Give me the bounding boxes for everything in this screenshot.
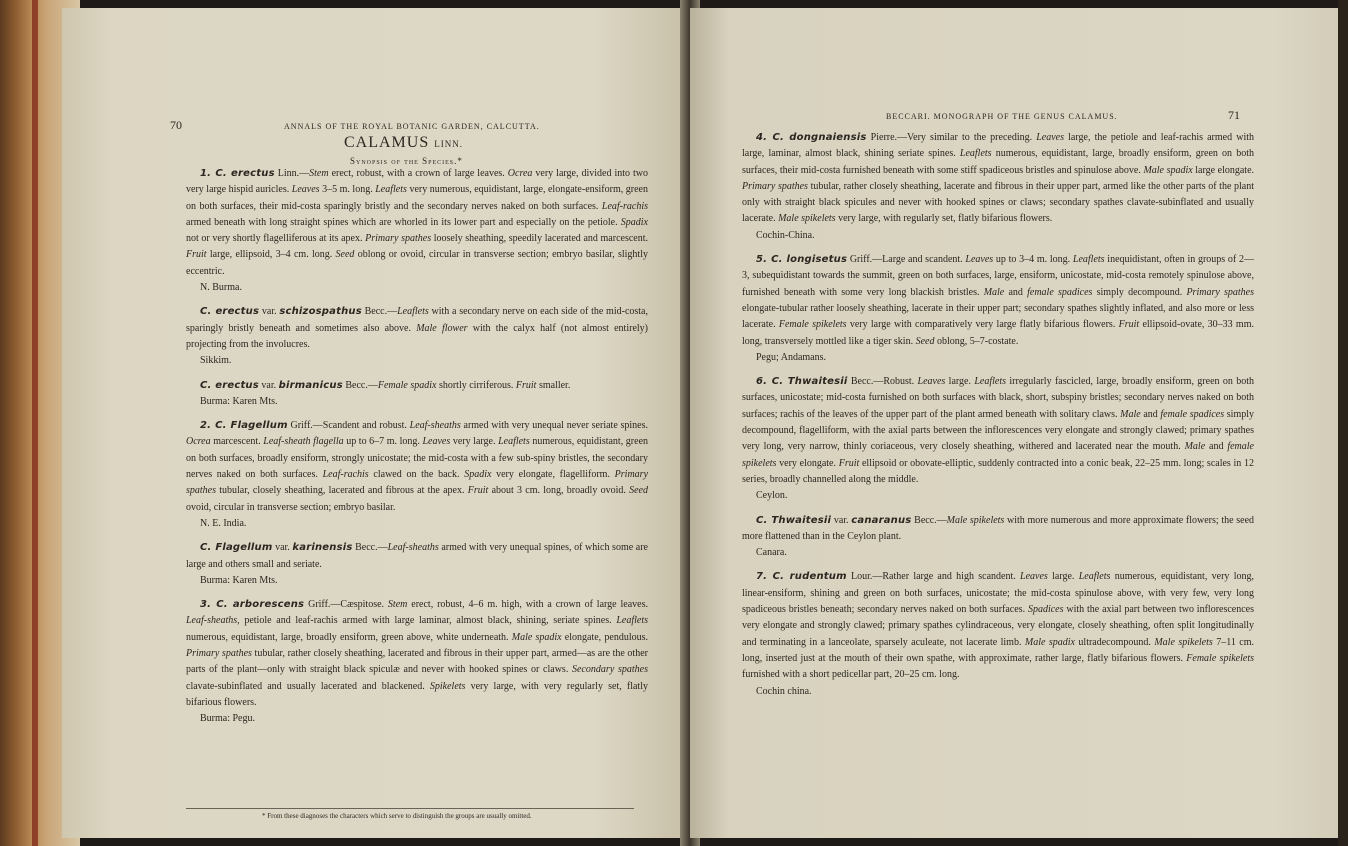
species-name: C. erectus bbox=[200, 306, 260, 318]
authority: Pierre.—Very similar to the preceding. bbox=[866, 132, 1037, 143]
authority: var. bbox=[259, 306, 280, 318]
desc: 7–11 cm. long, inserted just at the mouth of their own spathe, with approximate, rather large, flatly bifarious flowers. bbox=[742, 636, 1254, 664]
page-subtitle: Synopsis of the Species.* bbox=[350, 156, 463, 166]
desc: with a secondary nerve on each side of the mid-costa, sparingly bristly beneath and sometimes also above. bbox=[186, 306, 648, 334]
page-number: 71 bbox=[1228, 108, 1240, 122]
authority: Becc.— bbox=[352, 542, 388, 554]
entry-2 bbox=[186, 418, 648, 516]
term: Leaves bbox=[1020, 571, 1048, 583]
entry-2a bbox=[186, 540, 648, 573]
term: Primary spathes bbox=[1186, 286, 1254, 298]
term: Leaf-rachis bbox=[601, 200, 648, 212]
term: Primary spathes bbox=[186, 469, 649, 497]
desc: ovoid, circular in transverse section; embryo basilar. bbox=[186, 501, 396, 513]
term: Primary spathes bbox=[742, 180, 808, 192]
running-head: BECCARI. MONOGRAPH OF THE GENUS CALAMUS. bbox=[886, 112, 1118, 121]
term: Leaflets bbox=[1078, 571, 1111, 583]
term: Leaf-sheaths bbox=[409, 420, 461, 432]
term: Leaves bbox=[422, 436, 451, 448]
term: Male spadix bbox=[1143, 164, 1193, 176]
term: Female spadix bbox=[377, 379, 437, 391]
term: Leaf-rachis bbox=[322, 469, 369, 481]
genus-title: CALAMUS bbox=[344, 134, 430, 151]
locality: Burma: Karen Mts. bbox=[200, 395, 278, 407]
authority: Linn.— bbox=[274, 168, 310, 179]
desc: large. bbox=[1047, 571, 1079, 583]
term: Leaves bbox=[965, 254, 994, 266]
term: Spadix bbox=[464, 469, 492, 481]
entry-1 bbox=[186, 166, 648, 280]
desc: clavate-subinflated and usually lacerated and blackened. bbox=[186, 680, 430, 692]
species-name: 3. C. arborescens bbox=[200, 599, 305, 611]
term: Fruit bbox=[838, 457, 860, 469]
book-edge bbox=[1338, 0, 1348, 846]
locality: Pegu; Andamans. bbox=[756, 351, 826, 363]
right-page bbox=[690, 8, 1338, 838]
term: Spadix bbox=[620, 216, 648, 228]
locality: Canara. bbox=[756, 547, 787, 559]
term: female spikelets bbox=[742, 441, 1254, 469]
desc: shortly cirriferous. bbox=[436, 379, 516, 391]
locality: Ceylon. bbox=[756, 490, 788, 502]
desc: ellipsoid or obovate-elliptic, suddenly contracted into a conic beak, 22–25 mm. long; scales in 12 series, broadly channelled along the middle. bbox=[742, 457, 1255, 485]
species-name: C. Flagellum bbox=[200, 542, 273, 554]
term: Leaf-sheath flagella bbox=[263, 436, 344, 448]
entry-1a bbox=[186, 304, 648, 353]
desc: armed beneath with long straight spines which are whorled in its lower part and especially on the petiole. bbox=[186, 216, 621, 228]
species-name: C. Thwaitesii bbox=[756, 514, 832, 526]
desc: loosely sheathing, speedily lacerated and marcescent. bbox=[431, 233, 648, 245]
desc: numerous, equidistant, large, broadly ensiform, green on both surfaces, their mid-costa furnished beneath with some stiff spadiceous bristles and spinulose above. bbox=[742, 148, 1254, 176]
desc: inequidistant, often in groups of 2—3, subequidistant towards the summit, green on both surfaces, large, ensiform, unicostate, mid-costa remotely spinulose above, furnished beneath with some very long blackish bristles. bbox=[742, 254, 1254, 298]
term: Female spikelets bbox=[1186, 652, 1254, 664]
species-list-right bbox=[742, 130, 1254, 700]
authority: var. bbox=[831, 514, 852, 526]
term: Spadices bbox=[1027, 604, 1064, 616]
species-name: 4. C. dongnaiensis bbox=[756, 132, 867, 143]
species-name: C. erectus bbox=[200, 379, 259, 391]
page-title bbox=[344, 134, 463, 152]
authority: Becc.— bbox=[342, 379, 378, 391]
entry-4 bbox=[742, 130, 1254, 228]
term: Leaves bbox=[917, 376, 946, 388]
term: Male spikelets bbox=[778, 213, 836, 225]
desc: elongate-tubular rather loosely sheathing, lacerate in their upper part; secondary spathes slightly inflated, and also more or less lacerate. bbox=[742, 302, 1254, 331]
left-page bbox=[62, 8, 686, 838]
desc: and bbox=[1140, 408, 1161, 420]
locality: Cochin china. bbox=[756, 685, 812, 697]
footnote: * From these diagnoses the characters which serve to distinguish the groups are usually omitted. bbox=[262, 812, 532, 820]
authority: Lour.—Rather large and high scandent. bbox=[846, 571, 1021, 583]
term: Male spadix bbox=[511, 631, 562, 643]
locality: Burma: Karen Mts. bbox=[200, 574, 278, 586]
desc: and bbox=[1205, 441, 1228, 453]
term: Leaf-sheaths bbox=[387, 542, 439, 554]
term: Leaflets bbox=[498, 436, 530, 448]
desc: numerous, equidistant, large, broadly ensiform, green above, white underneath. bbox=[186, 631, 512, 643]
term: Seed bbox=[629, 485, 648, 497]
term: female spadices bbox=[1027, 286, 1093, 298]
authority: var. bbox=[272, 542, 293, 554]
term: Male flower bbox=[416, 322, 468, 334]
locality: N. Burma. bbox=[200, 282, 242, 294]
variety-name: birmanicus bbox=[278, 379, 343, 391]
desc: armed with very unequal spines, of which some are large and others small and seriate. bbox=[186, 542, 648, 570]
desc: petiole and leaf-rachis armed with large laminar, almost black, shining, seriate spines. bbox=[239, 615, 617, 627]
desc: up to 3–4 m. long. bbox=[993, 254, 1073, 266]
entry-7 bbox=[742, 569, 1254, 683]
term: Male bbox=[1184, 441, 1206, 453]
term: Spikelets bbox=[429, 680, 466, 692]
variety-name: canaranus bbox=[851, 514, 912, 526]
term: Fruit bbox=[186, 249, 207, 261]
term: female spadices bbox=[1160, 408, 1225, 420]
authority: Becc.— bbox=[361, 306, 398, 318]
term: Ocrea bbox=[507, 168, 533, 179]
desc: numerous, equidistant, green on both surfaces, broadly ensiform, strongly unicostate; the mid-costa with a few sub-spiny bristles, the secondary nerves naked on both surfaces. bbox=[186, 436, 649, 481]
entry-6 bbox=[742, 374, 1254, 488]
desc: ellipsoid-ovate, 30–33 mm. long, transversely mottled like a tiger skin. bbox=[742, 319, 1254, 347]
desc: with the calyx half (not almost entirely) projecting from the involucres. bbox=[186, 322, 648, 350]
variety-name: karinensis bbox=[292, 542, 353, 554]
term: Male bbox=[983, 286, 1005, 298]
authority: Becc.—Robust. bbox=[847, 376, 918, 388]
page-number: 70 bbox=[170, 118, 182, 132]
desc: erect, robust, 4–6 m. high, with a crown of large leaves. bbox=[407, 599, 648, 611]
term: Ocrea bbox=[186, 436, 211, 448]
locality: Burma: Pegu. bbox=[200, 713, 255, 725]
desc: irregularly fascicled, large, broadly ensiform, green on both surfaces, unicostate; mid-costa furnished on both surfaces with black, short, subspiny bristles; secondary nerves naked on both surfaces; rachis of the leaves of the upper part of the plant armed beneath with solitary claws. bbox=[742, 376, 1254, 420]
term: Stem bbox=[387, 599, 408, 611]
desc: simply decompound, flagelliform, with the axial parts between the inflorescences very elongate and strongly clawed; primary spathes very long, very narrow, thinly coriaceous, very closely sheathing, withered and lacerated near the mouth. bbox=[742, 408, 1254, 453]
desc: oblong or ovoid, circular in transverse section; embryo basilar, slightly eccentric. bbox=[186, 249, 648, 277]
species-name: 7. C. rudentum bbox=[756, 571, 847, 583]
term: Leaves bbox=[291, 184, 320, 196]
term: Primary spathes bbox=[365, 233, 432, 245]
desc: very large, divided into two very large hispid auricles. bbox=[186, 168, 649, 196]
term: Male spikelets bbox=[1154, 636, 1213, 648]
term: Primary spathes bbox=[186, 648, 252, 660]
desc: about 3 cm. long, broadly ovoid. bbox=[488, 485, 630, 497]
term: Leaflets bbox=[375, 184, 407, 196]
entry-6a bbox=[742, 513, 1254, 546]
authority: Griff.—Cæspitose. bbox=[304, 599, 388, 611]
desc: numerous, equidistant, very long, linear-ensiform, shining and green on both surfaces, unicostate; the mid-costa spinulose above, with very few, very long spadiceous bristles beneath; secondary nerves naked on both surfaces. bbox=[742, 571, 1254, 616]
desc: large elongate. bbox=[1192, 164, 1255, 176]
locality: Cochin-China. bbox=[756, 229, 815, 241]
desc: oblong, 5–7-costate. bbox=[934, 335, 1019, 347]
desc: armed with very unequal never seriate spines. bbox=[460, 420, 649, 432]
authority: Griff.—Large and scandent. bbox=[847, 254, 966, 266]
term: Leaflets bbox=[616, 615, 648, 627]
term: Secondary spathes bbox=[572, 664, 648, 676]
term: Leaf-sheaths, bbox=[186, 615, 240, 627]
desc: furnished with a short pedicellar part, 20–25 cm. long. bbox=[742, 669, 960, 681]
desc: ultradecompound. bbox=[1074, 636, 1155, 648]
desc: very large with comparatively very large flatly bifarious flowers. bbox=[846, 319, 1119, 331]
term: Seed bbox=[335, 249, 355, 261]
genus-authority: LINN. bbox=[434, 139, 463, 149]
desc: not or very shortly flagelliferous at its apex. bbox=[186, 233, 366, 245]
variety-name: schizospathus bbox=[279, 306, 362, 318]
desc: with the axial part between two inflorescences very elongate and strongly clawed; primary spathes cylindraceous, very elongate, closely sheathing, often split longitudinally and terminating in a lanceolate, sparsely aculeate, not lacerate limb. bbox=[742, 604, 1254, 648]
desc: marcescent. bbox=[210, 436, 264, 448]
desc: large, ellipsoid, 3–4 cm. long. bbox=[206, 249, 336, 261]
term: Male spikelets bbox=[946, 514, 1005, 526]
term: Fruit bbox=[515, 379, 537, 391]
desc: smaller. bbox=[536, 379, 571, 391]
species-name: 1. C. erectus bbox=[200, 168, 275, 179]
species-list-left bbox=[186, 166, 648, 728]
term: Stem bbox=[309, 168, 329, 179]
desc: and bbox=[1004, 286, 1028, 298]
species-name: 5. C. longisetus bbox=[756, 254, 848, 266]
authority: Becc.— bbox=[911, 514, 947, 526]
entry-3 bbox=[186, 597, 648, 711]
desc: 3–5 m. long. bbox=[319, 184, 376, 196]
species-name: 2. C. Flagellum bbox=[200, 420, 288, 432]
desc: very large, with regularly set, flatly bifarious flowers. bbox=[835, 213, 1053, 225]
desc: simply decompound. bbox=[1092, 286, 1187, 298]
entry-1b bbox=[186, 378, 648, 394]
desc: very large. bbox=[450, 436, 499, 448]
desc: very elongate. bbox=[776, 457, 839, 469]
desc: tubular, closely sheathing, lacerated and fibrous at the apex. bbox=[216, 485, 468, 497]
term: Leaflets bbox=[974, 376, 1007, 388]
entry-5 bbox=[742, 252, 1254, 350]
authority: var. bbox=[258, 379, 279, 391]
desc: very large, with very regularly set, flatly bifarious flowers. bbox=[186, 680, 648, 708]
desc: erect, robust, with a crown of large leaves. bbox=[328, 168, 508, 179]
desc: large. bbox=[945, 376, 975, 388]
term: Leaflets bbox=[959, 148, 992, 160]
desc: with more numerous and more approximate flowers; the seed more flattened than in the Ceylon plant. bbox=[742, 514, 1255, 542]
desc: very numerous, equidistant, large, elongate-ensiform, green on both surfaces, their mid-costa sparingly bristly and the secondary nerves naked on both surfaces. bbox=[186, 184, 648, 212]
desc: very elongate, flagelliform. bbox=[491, 469, 615, 481]
spine-ribbon bbox=[32, 0, 38, 846]
term: Female spikelets bbox=[778, 319, 847, 331]
authority: Griff.—Scandent and robust. bbox=[287, 420, 410, 432]
species-name: 6. C. Thwaitesii bbox=[756, 376, 848, 388]
desc: elongate, pendulous. bbox=[561, 631, 648, 643]
term: Leaflets bbox=[397, 306, 429, 318]
term: Leaflets bbox=[1072, 254, 1105, 266]
desc: tubular, rather closely sheathing, lacerated and fibrous in their upper part, armed—as are the other parts of the plant—only with straight black spiculæ and never with hooked spines or claws. bbox=[186, 648, 648, 676]
term: Fruit bbox=[467, 485, 489, 497]
locality: N. E. India. bbox=[200, 517, 247, 529]
term: Leaves bbox=[1036, 132, 1065, 143]
footnote-rule bbox=[186, 808, 634, 809]
term: Fruit bbox=[1118, 319, 1140, 331]
desc: large, the petiole and leaf-rachis armed with large, laminar, almost black, shining seriate spines. bbox=[742, 132, 1254, 160]
term: Male bbox=[1120, 408, 1141, 420]
term: Seed bbox=[915, 335, 935, 347]
term: Male spadix bbox=[1024, 636, 1075, 648]
locality: Sikkim. bbox=[200, 355, 232, 367]
desc: clawed on the back. bbox=[368, 469, 465, 481]
desc: tubular, rather closely sheathing, lacerate and fibrous in their upper part, armed like the other parts of the plant only with straight black spicules and never with hooked spines or claws; secondary spathes clavate-subinflated and usually lacerate. bbox=[742, 180, 1254, 225]
desc: up to 6–7 m. long. bbox=[343, 436, 423, 448]
running-head: ANNALS OF THE ROYAL BOTANIC GARDEN, CALCUTTA. bbox=[284, 122, 540, 131]
